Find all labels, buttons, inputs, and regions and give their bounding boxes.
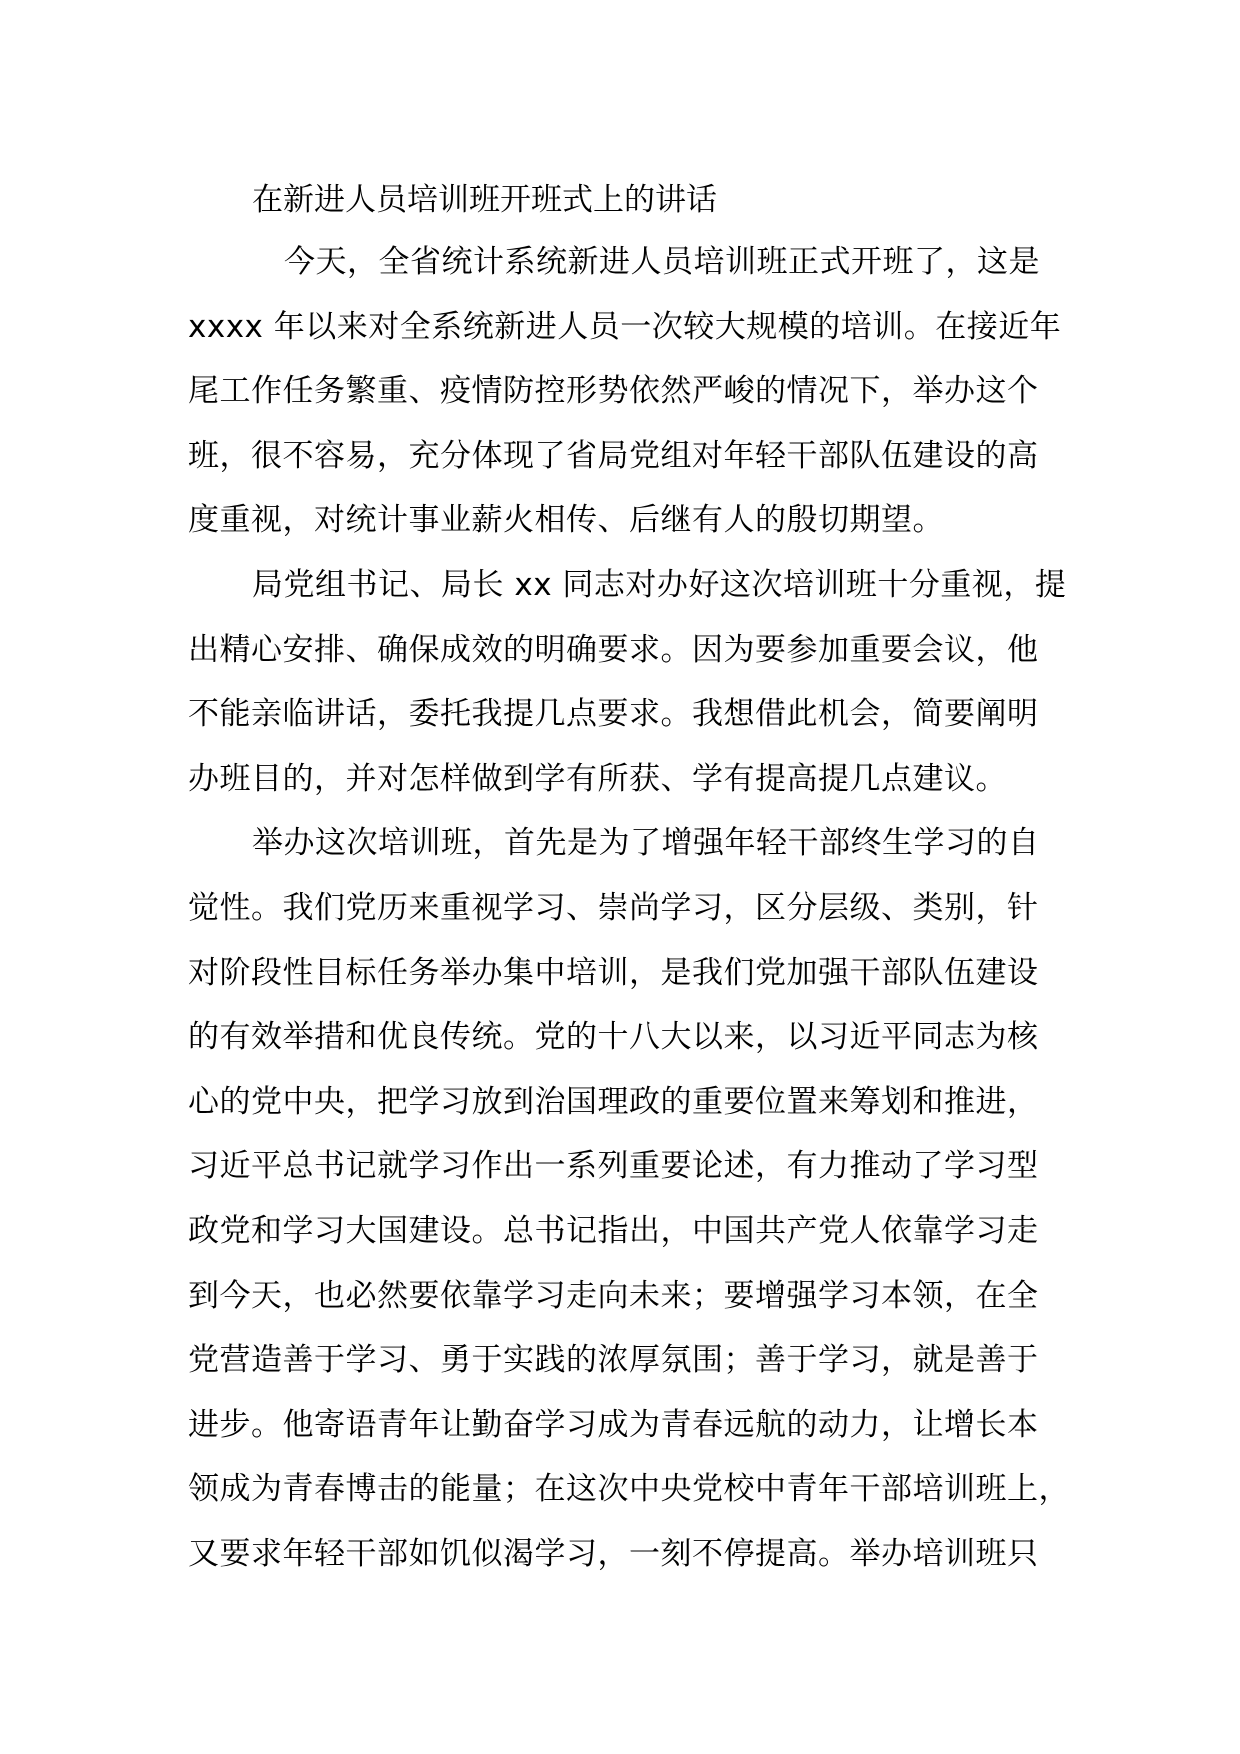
text-line: 班，很不容易，充分体现了省局党组对年轻干部队伍建设的高 (188, 437, 1039, 474)
text-line: 度重视，对统计事业薪火相传、后继有人的殷切期望。 (188, 502, 944, 539)
text-line: 习近平总书记就学习作出一系列重要论述，有力推动了学习型 (188, 1148, 1039, 1185)
paragraph-1 (188, 230, 1068, 553)
text-line: 觉性。我们党历来重视学习、崇尚学习，区分层级、类别，针 (188, 889, 1039, 926)
text-line: 举办这次培训班，首先是为了增强年轻干部终生学习的自 (252, 825, 1040, 862)
text-line: xxxx 年以来对全系统新进人员一次较大规模的培训。在接近年 (188, 308, 1062, 345)
text-line: 不能亲临讲话，委托我提几点要求。我想借此机会，简要阐明 (188, 696, 1039, 733)
text-line: 出精心安排、确保成效的明确要求。因为要参加重要会议，他 (188, 631, 1039, 668)
text-line: 心的党中央，把学习放到治国理政的重要位置来筹划和推进， (188, 1083, 1039, 1120)
text-line: 党营造善于学习、勇于实践的浓厚氛围；善于学习，就是善于 (188, 1342, 1039, 1379)
text-line: 对阶段性目标任务举办集中培训，是我们党加强干部队伍建设 (188, 954, 1039, 991)
text-line: 局党组书记、局长 xx 同志对办好这次培训班十分重视，提 (252, 566, 1067, 603)
text-line: 尾工作任务繁重、疫情防控形势依然严峻的情况下，举办这个 (188, 373, 1039, 410)
text-line: 进步。他寄语青年让勤奋学习成为青春远航的动力，让增长本 (188, 1406, 1039, 1443)
text-line: 的有效举措和优良传统。党的十八大以来，以习近平同志为核 (188, 1019, 1039, 1056)
text-line: 办班目的，并对怎样做到学有所获、学有提高提几点建议。 (188, 760, 1007, 797)
paragraph-3 (188, 811, 1068, 1586)
document-body (188, 230, 1068, 1586)
text-line: 政党和学习大国建设。总书记指出，中国共产党人依靠学习走 (188, 1212, 1039, 1249)
document-title: 在新进人员培训班开班式上的讲话 (252, 182, 717, 218)
text-line: 又要求年轻干部如饥似渴学习，一刻不停提高。举办培训班只 (188, 1535, 1039, 1572)
text-line: 今天，全省统计系统新进人员培训班正式开班了，这是 (284, 244, 1040, 280)
paragraph-2 (188, 553, 1068, 811)
text-line: 领成为青春博击的能量；在这次中央党校中青年干部培训班上， (188, 1471, 1070, 1508)
text-line: 到今天，也必然要依靠学习走向未来；要增强学习本领，在全 (188, 1277, 1039, 1314)
